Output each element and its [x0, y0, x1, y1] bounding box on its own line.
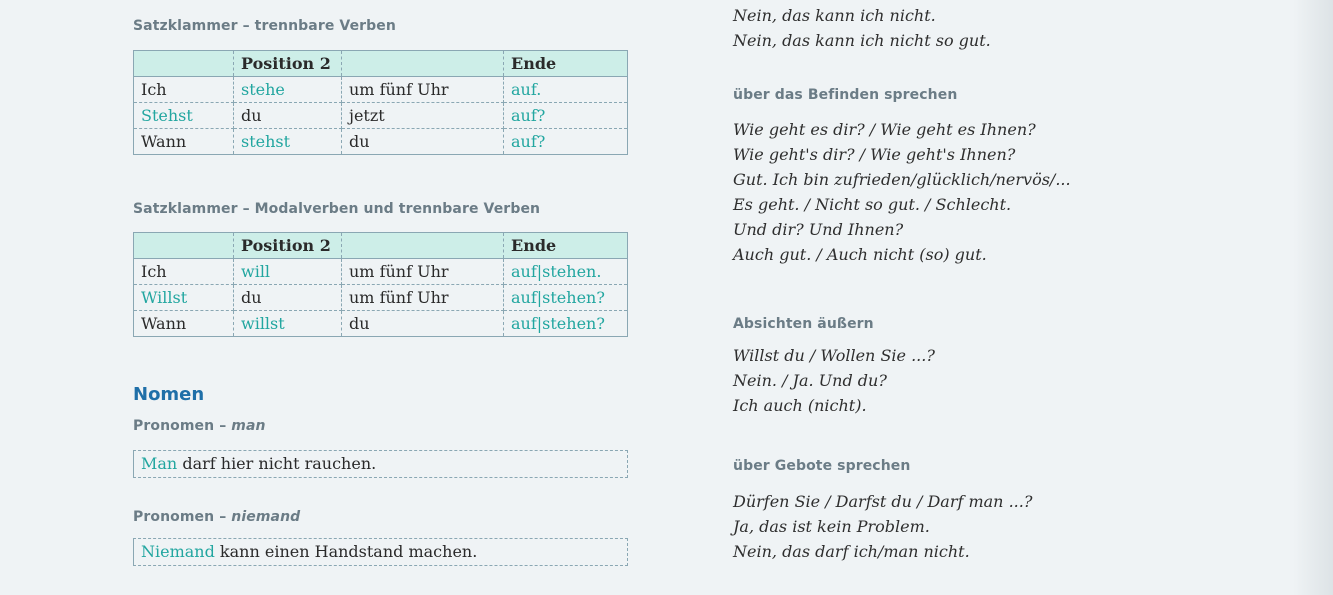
- header-cell: [342, 233, 504, 259]
- table-cell: stehst: [234, 129, 342, 155]
- phrase-line: Wie geht es dir? / Wie geht es Ihnen?: [733, 120, 1036, 139]
- heading-prefix: Pronomen –: [133, 418, 232, 434]
- section-title-nomen: Nomen: [133, 384, 205, 405]
- table-cell: um fünf Uhr: [342, 259, 504, 285]
- absichten-heading: Absichten äußern: [733, 316, 874, 332]
- phrase-line: Nein, das kann ich nicht.: [733, 6, 936, 25]
- example-highlight: Niemand: [141, 542, 215, 561]
- gebote-lines: [733, 489, 1032, 564]
- befinden-lines: [733, 117, 1071, 267]
- table-row: [134, 77, 628, 103]
- table-cell: will: [234, 259, 342, 285]
- table-row: [134, 311, 628, 337]
- top-lines: [733, 3, 991, 53]
- table2-heading: Satzklammer – Modalverben und trennbare Verben: [133, 201, 541, 217]
- table-header-row: [134, 233, 628, 259]
- header-cell: [134, 51, 234, 77]
- phrase-line: Nein, das kann ich nicht so gut.: [733, 31, 991, 50]
- heading-pronoun: man: [231, 418, 266, 434]
- table-cell: auf|stehen.: [504, 259, 628, 285]
- table-cell: Willst: [134, 285, 234, 311]
- example-box-niemand: [133, 538, 628, 566]
- table-cell: um fünf Uhr: [342, 285, 504, 311]
- table-header-row: [134, 51, 628, 77]
- table-cell: Wann: [134, 129, 234, 155]
- header-cell: Position 2: [234, 233, 342, 259]
- phrase-line: Auch gut. / Auch nicht (so) gut.: [733, 245, 987, 264]
- table-cell: Ich: [134, 77, 234, 103]
- table-cell: du: [234, 285, 342, 311]
- table-cell: du: [234, 103, 342, 129]
- table1-heading: Satzklammer – trennbare Verben: [133, 18, 396, 34]
- table-cell: du: [342, 311, 504, 337]
- header-cell: Position 2: [234, 51, 342, 77]
- table-row: [134, 129, 628, 155]
- phrase-line: Nein, das darf ich/man nicht.: [733, 542, 970, 561]
- example-highlight: Man: [141, 454, 178, 473]
- heading-pronoun: niemand: [231, 509, 301, 525]
- gebote-heading: über Gebote sprechen: [733, 458, 911, 474]
- table-modalverben: [133, 232, 628, 337]
- table-cell: auf|stehen?: [504, 285, 628, 311]
- phrase-line: Ja, das ist kein Problem.: [733, 517, 930, 536]
- table-cell: um fünf Uhr: [342, 77, 504, 103]
- table-row: [134, 103, 628, 129]
- header-cell: Ende: [504, 51, 628, 77]
- phrase-line: Nein. / Ja. Und du?: [733, 371, 887, 390]
- example-text: darf hier nicht rauchen.: [177, 454, 377, 473]
- table-cell: Ich: [134, 259, 234, 285]
- header-cell: [342, 51, 504, 77]
- header-cell: [134, 233, 234, 259]
- table-cell: du: [342, 129, 504, 155]
- table-row: [134, 285, 628, 311]
- phrase-line: Gut. Ich bin zufrieden/glücklich/nervös/...: [733, 170, 1071, 189]
- phrase-line: Und dir? Und Ihnen?: [733, 220, 904, 239]
- befinden-heading: über das Befinden sprechen: [733, 87, 958, 103]
- table-cell: stehe: [234, 77, 342, 103]
- pronomen-man-heading: [133, 418, 266, 434]
- table-cell: Wann: [134, 311, 234, 337]
- header-cell: Ende: [504, 233, 628, 259]
- table-cell: auf.: [504, 77, 628, 103]
- table-cell: auf?: [504, 129, 628, 155]
- phrase-line: Es geht. / Nicht so gut. / Schlecht.: [733, 195, 1012, 214]
- table-cell: willst: [234, 311, 342, 337]
- absichten-lines: [733, 343, 935, 418]
- example-text: kann einen Handstand machen.: [214, 542, 478, 561]
- table-cell: auf?: [504, 103, 628, 129]
- table-cell: auf|stehen?: [504, 311, 628, 337]
- pronomen-niemand-heading: [133, 509, 300, 525]
- phrase-line: Wie geht's dir? / Wie geht's Ihnen?: [733, 145, 1016, 164]
- heading-prefix: Pronomen –: [133, 509, 232, 525]
- table-row: [134, 259, 628, 285]
- phrase-line: Dürfen Sie / Darfst du / Darf man ...?: [733, 492, 1033, 511]
- phrase-line: Willst du / Wollen Sie ...?: [733, 346, 935, 365]
- table-cell: jetzt: [342, 103, 504, 129]
- page-edge-shadow: [1293, 0, 1333, 595]
- example-box-man: [133, 450, 628, 478]
- phrase-line: Ich auch (nicht).: [733, 396, 867, 415]
- table-trennbare-verben: [133, 50, 628, 155]
- table-cell: Stehst: [134, 103, 234, 129]
